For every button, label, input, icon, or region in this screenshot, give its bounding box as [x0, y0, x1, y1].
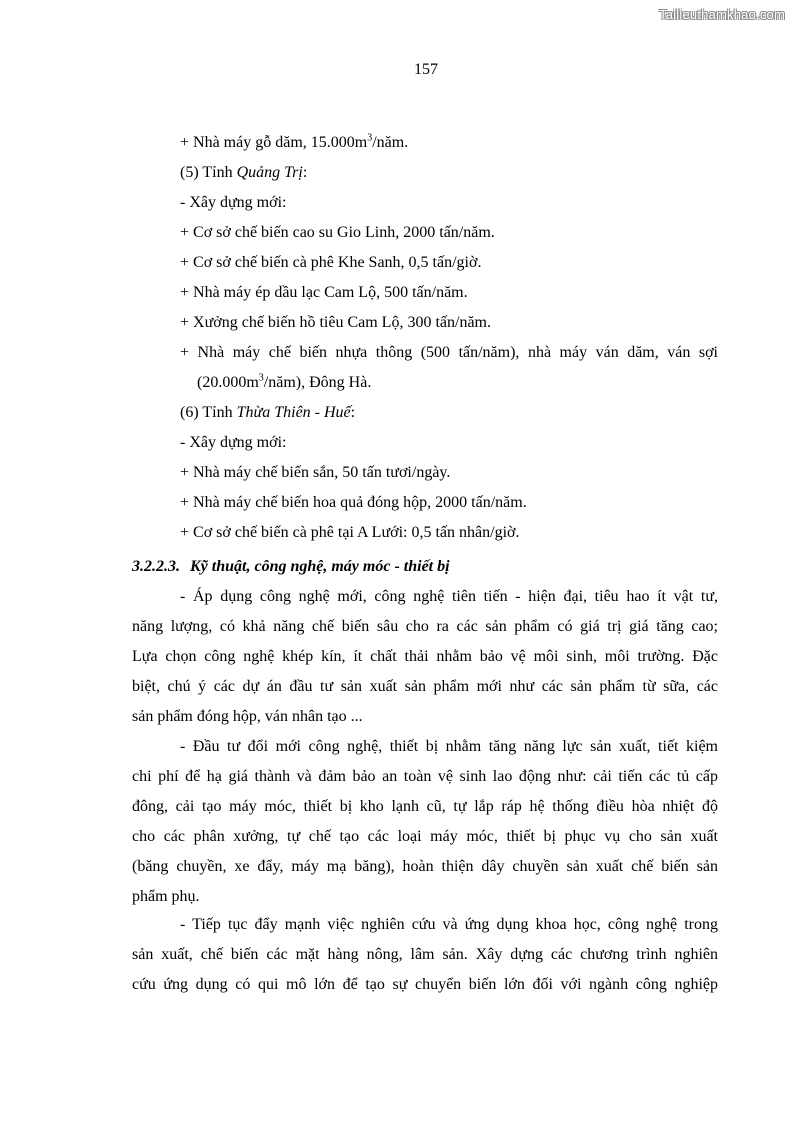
list-item: + Nhà máy chế biến nhựa thông (500 tấn/năm), nhà máy ván dăm, ván sợi	[180, 344, 718, 361]
paragraph-line: năng lượng, có khả năng chế biến sâu cho ra các sản phẩm có giá trị giá tăng cao;	[132, 618, 718, 635]
paragraph-line: - Tiếp tục đẩy mạnh việc nghiên cứu và ứng dụng khoa học, công nghệ trong	[180, 916, 718, 933]
paragraph-line: biệt, chú ý các dự án đầu tư sản xuất sản phẩm mới như các sản phẩm từ sữa, các	[132, 678, 718, 695]
list-item: + Nhà máy chế biến sắn, 50 tấn tươi/ngày.	[180, 464, 451, 481]
paragraph-line: sản phẩm đóng hộp, ván nhân tạo ...	[132, 708, 363, 725]
text: :	[302, 164, 308, 181]
paragraph-line: chi phí để hạ giá thành và đảm bảo an toàn vệ sinh lao động như: cải tiến các tủ cấp	[132, 768, 718, 785]
text: :	[350, 404, 356, 421]
section-heading	[132, 557, 450, 577]
text: (6) Tỉnh	[180, 404, 237, 421]
list-item: + Cơ sở chế biến cà phê tại A Lưới: 0,5 tấn nhân/giờ.	[180, 524, 520, 541]
text: /năm), Đông Hà.	[263, 374, 372, 391]
paragraph-line: (băng chuyền, xe đẩy, máy mạ băng), hoàn thiện dây chuyền sản xuất chế biến sản	[132, 858, 718, 875]
superscript: 3	[367, 132, 373, 144]
section-number: 3.2.2.3.	[132, 558, 180, 575]
paragraph-line: cứu ứng dụng có qui mô lớn để tạo sự chuyển biến lớn đối với ngành công nghiệp	[132, 976, 718, 993]
province-name: Quảng Trị	[236, 164, 303, 181]
paragraph-line: đông, cải tạo máy móc, thiết bị kho lạnh cũ, tự lắp ráp hệ thống điều hòa nhiệt độ	[132, 798, 718, 815]
province-name: Thừa Thiên - Huế	[236, 404, 351, 421]
province-heading	[180, 403, 355, 423]
paragraph-line: - Áp dụng công nghệ mới, công nghệ tiên tiến - hiện đại, tiêu hao ít vật tư,	[180, 588, 718, 605]
text: (20.000m	[197, 374, 259, 391]
list-item: + Cơ sở chế biến cao su Gio Linh, 2000 tấn/năm.	[180, 224, 495, 241]
list-item: + Xưởng chế biến hồ tiêu Cam Lộ, 300 tấn/năm.	[180, 314, 491, 331]
list-item: - Xây dựng mới:	[180, 194, 287, 211]
province-heading	[180, 163, 307, 183]
watermark: Tailieuthamkhao.com	[659, 7, 785, 22]
list-item: + Cơ sở chế biến cà phê Khe Sanh, 0,5 tấn/giờ.	[180, 254, 482, 271]
section-title: Kỹ thuật, công nghệ, máy móc - thiết bị	[190, 558, 450, 575]
paragraph-line: phẩm phụ.	[132, 888, 200, 905]
text: (5) Tỉnh	[180, 164, 237, 181]
paragraph-line: cho các phân xưởng, tự chế tạo các loại máy móc, thiết bị phục vụ cho sản xuất	[132, 828, 718, 845]
list-item: + Nhà máy chế biến hoa quả đóng hộp, 2000 tấn/năm.	[180, 494, 527, 511]
paragraph-line: sản xuất, chế biến các mặt hàng nông, lâm sản. Xây dựng các chương trình nghiên	[132, 946, 718, 963]
page-number: 157	[414, 61, 438, 78]
text: /năm.	[372, 134, 409, 151]
superscript: 3	[258, 372, 264, 384]
list-item	[180, 133, 408, 153]
paragraph-line: Lựa chọn công nghệ khép kín, ít chất thải nhằm bảo vệ môi sinh, môi trường. Đặc	[132, 648, 718, 665]
list-item: + Nhà máy ép dầu lạc Cam Lộ, 500 tấn/năm.	[180, 284, 468, 301]
list-item: - Xây dựng mới:	[180, 434, 287, 451]
list-item-continuation	[197, 373, 371, 393]
text: + Nhà máy gỗ dăm, 15.000m	[180, 134, 368, 151]
paragraph-line: - Đầu tư đổi mới công nghệ, thiết bị nhằm tăng năng lực sản xuất, tiết kiệm	[180, 738, 718, 755]
